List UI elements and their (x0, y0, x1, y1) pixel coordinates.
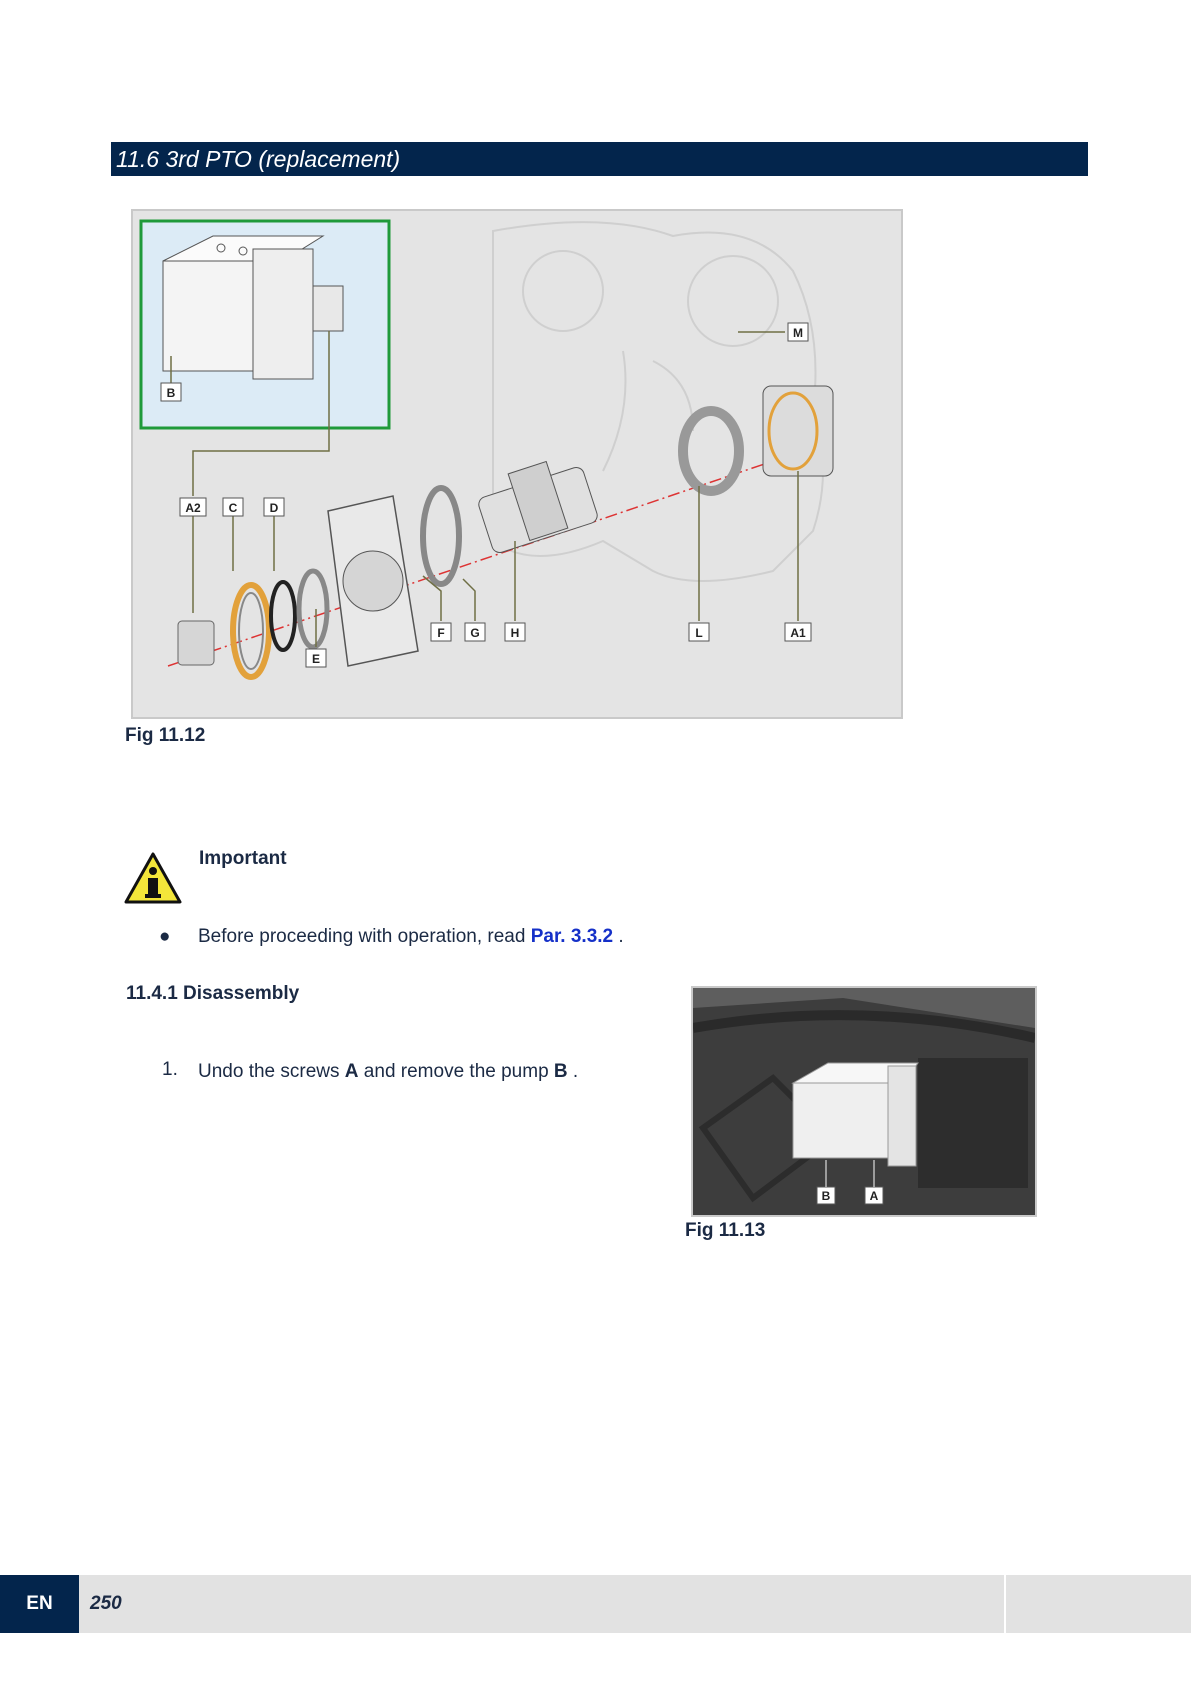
svg-text:G: G (470, 626, 480, 640)
par-3-3-2-link[interactable]: Par. 3.3.2 (530, 926, 614, 947)
section-title-bar (111, 142, 1088, 176)
cover-plate-A1 (763, 386, 833, 476)
label-G (465, 623, 485, 641)
pump-installed-photo (693, 988, 1035, 1215)
label-H (505, 623, 525, 641)
svg-text:C: C (228, 501, 238, 515)
svg-text:D: D (269, 501, 279, 515)
bullet-text (198, 926, 624, 948)
snap-ring-D (271, 582, 295, 650)
label-L (689, 623, 709, 641)
language-badge: EN (0, 1575, 79, 1633)
page-footer (0, 1575, 1191, 1633)
needle-bearing-A2 (178, 621, 214, 665)
svg-text:A: A (869, 1189, 879, 1203)
svg-text:E: E (311, 652, 321, 666)
label-A2 (180, 498, 206, 516)
label-C (223, 498, 243, 516)
figure-11-12-caption: Fig 11.12 (125, 725, 206, 746)
label-A (865, 1187, 883, 1204)
label-B (161, 383, 181, 401)
disassembly-heading: 11.4.1 Disassembly (126, 983, 300, 1004)
step-ref-a: A (344, 1061, 359, 1082)
svg-text:M: M (793, 326, 803, 340)
figure-11-13 (691, 986, 1037, 1217)
svg-text:B: B (821, 1189, 831, 1203)
ball-bearing-L (683, 411, 739, 491)
bullet-text-after: . (613, 926, 624, 947)
step-text-mid: and remove the pump (358, 1061, 554, 1082)
step-text-post: . (567, 1061, 579, 1082)
label-E (306, 649, 326, 667)
label-A1 (785, 623, 811, 641)
step-text (198, 1061, 578, 1083)
pump-B-photo (793, 1063, 918, 1166)
svg-text:L: L (695, 626, 703, 640)
exploded-pto-drawing (133, 211, 901, 717)
bullet-text-before: Before proceeding with operation, read (198, 926, 531, 947)
step-ref-b: B (553, 1061, 568, 1082)
gear-shaft-H (477, 462, 600, 555)
bullet-dot: ● (159, 926, 171, 947)
svg-text:H: H (510, 626, 520, 640)
section-title: 11.6 3rd PTO (replacement) (116, 146, 401, 172)
label-B (817, 1187, 835, 1204)
footer-divider (1004, 1575, 1006, 1633)
figure-11-12 (131, 209, 903, 719)
label-D (264, 498, 284, 516)
step-number: 1. (162, 1059, 178, 1080)
svg-text:A2: A2 (185, 501, 201, 515)
warning-info-icon (124, 852, 182, 904)
shim-ring-E (299, 571, 327, 647)
svg-text:F: F (437, 626, 445, 640)
step-text-pre: Undo the screws (198, 1061, 345, 1082)
label-F (431, 623, 451, 641)
page-number: 250 (90, 1593, 122, 1614)
svg-text:B: B (166, 386, 176, 400)
gasket-G (423, 488, 459, 584)
label-M (788, 323, 808, 341)
figure-11-13-caption: Fig 11.13 (685, 1220, 766, 1241)
important-heading: Important (199, 848, 287, 869)
svg-text:A1: A1 (790, 626, 806, 640)
